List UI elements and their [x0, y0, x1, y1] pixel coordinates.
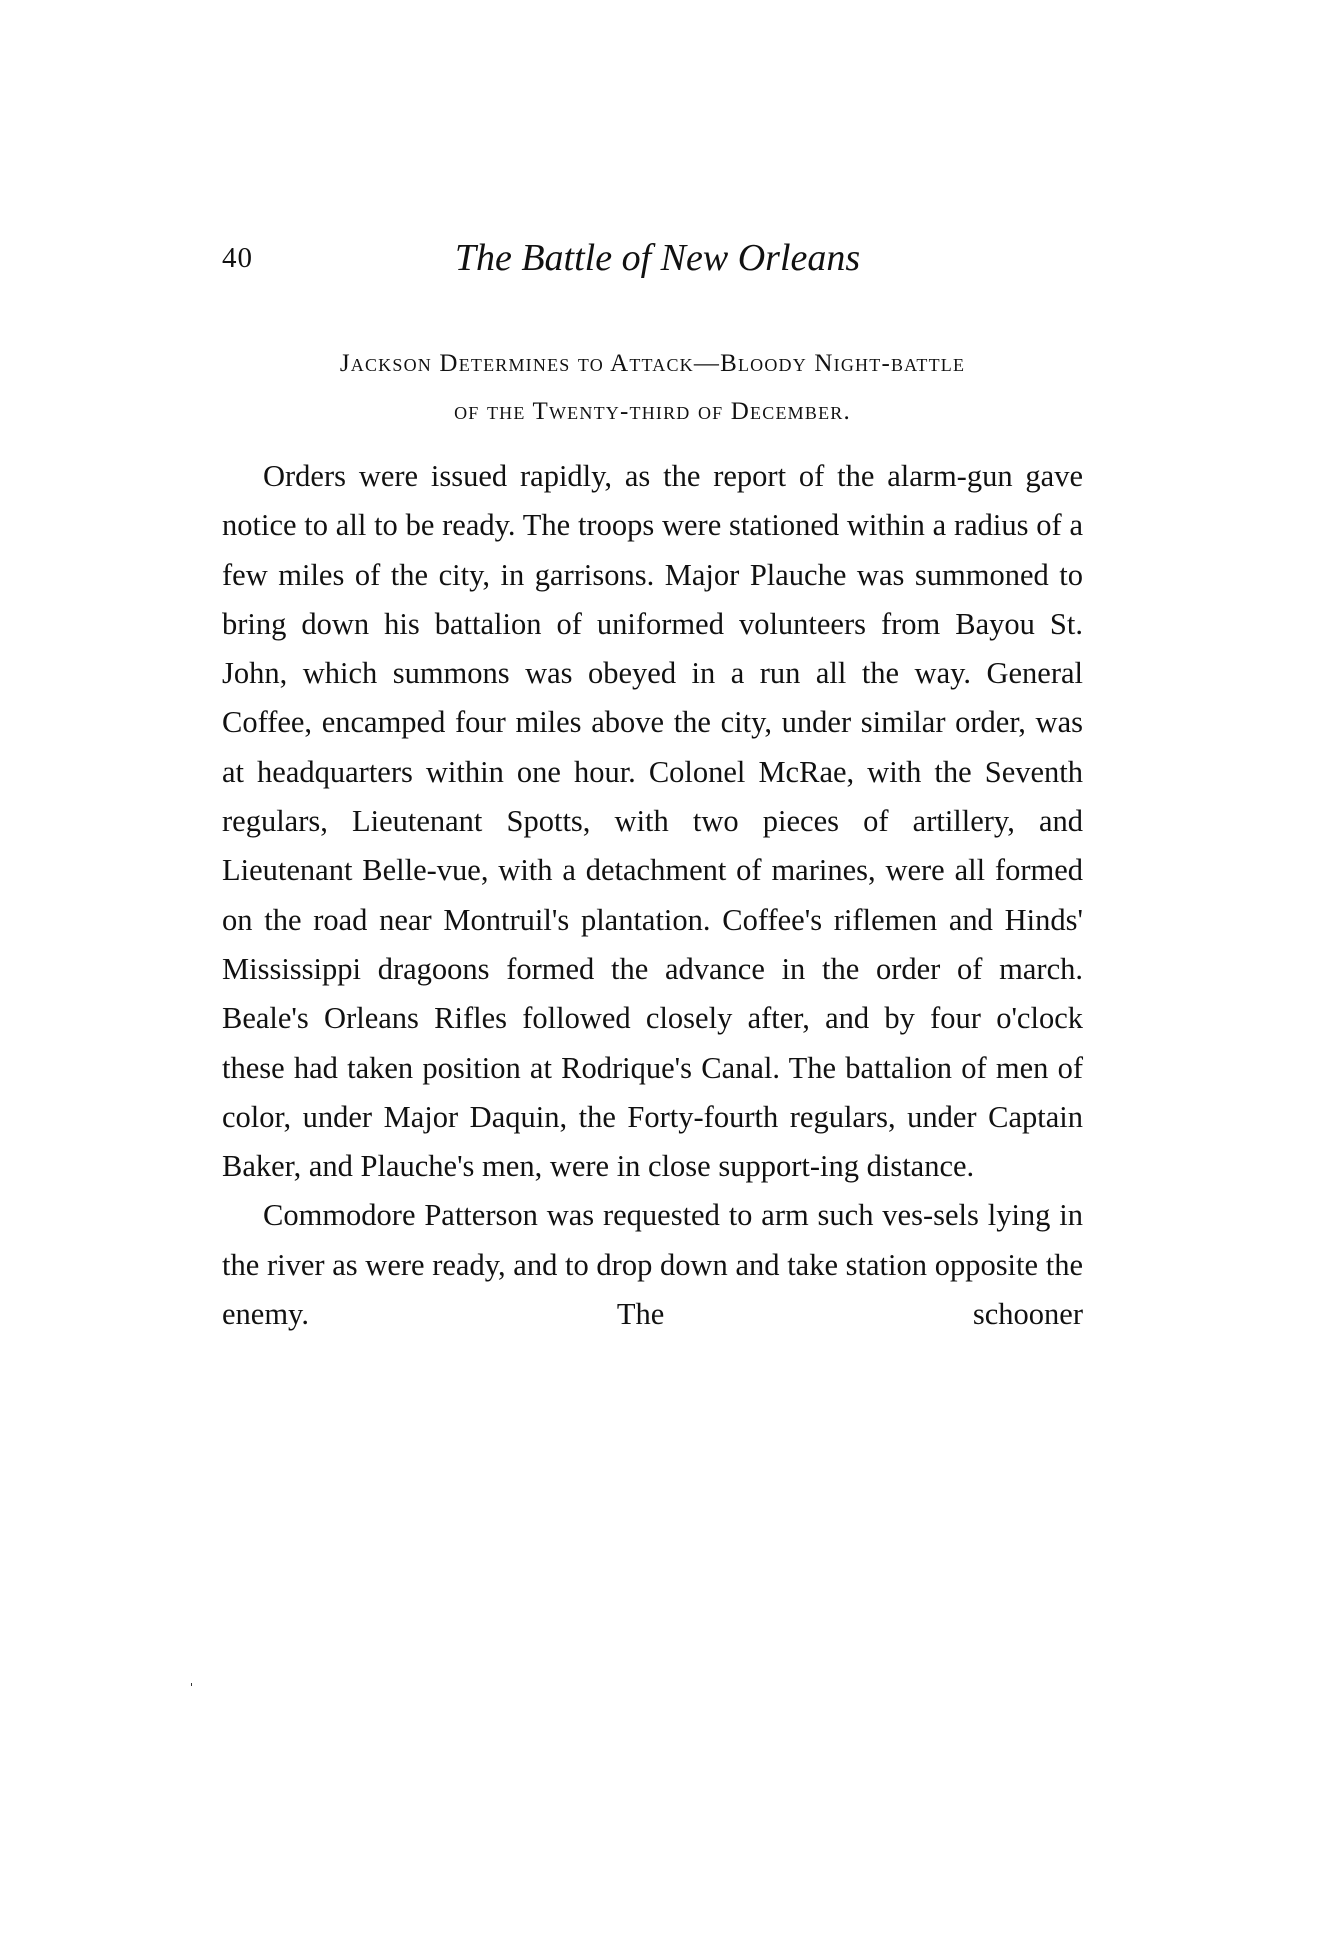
running-head	[222, 236, 1083, 280]
running-title: The Battle of New Orleans	[454, 237, 861, 279]
chapter-heading	[222, 340, 1083, 436]
paragraph: Orders were issued rapidly, as the report of the alarm-gun gave notice to all to be ready. The troops were stationed within a radius of a few miles of the city, in garrisons. Major Plauche was summoned to bring down his battalion of uniformed volunteers from Bayou St. John, which summons was obeyed in a run all the way. General Coffee, encamped four miles above the city, under similar order, was at headquarters within one hour. Colonel McRae, with the Seventh regulars, Lieutenant Spotts, with two pieces of artillery, and Lieutenant Belle-vue, with a detachment of marines, were all formed on the road near Montruil's plantation. Coffee's riflemen and Hinds' Mississippi dragoons formed the advance in the order of march. Beale's Orleans Rifles followed closely after, and by four o'clock these had taken position at Rodrique's Canal. The battalion of men of color, under Major Daquin, the Forty-fourth regulars, under Captain Baker, and Plauche's men, were in close support-ing distance.	[222, 459, 1083, 1184]
chapter-heading-line-1: Jackson Determines to Attack—Bloody Night-battle	[339, 350, 966, 377]
scan-speck	[191, 1683, 192, 1686]
body-text	[222, 452, 1083, 1339]
paragraph: Commodore Patterson was requested to arm such ves-sels lying in the river as were ready, and to drop down and take station opposite the enemy. The schooner	[222, 1198, 1083, 1332]
page-number: 40	[222, 242, 253, 274]
chapter-heading-line-2: of the Twenty-third of December.	[454, 398, 851, 425]
